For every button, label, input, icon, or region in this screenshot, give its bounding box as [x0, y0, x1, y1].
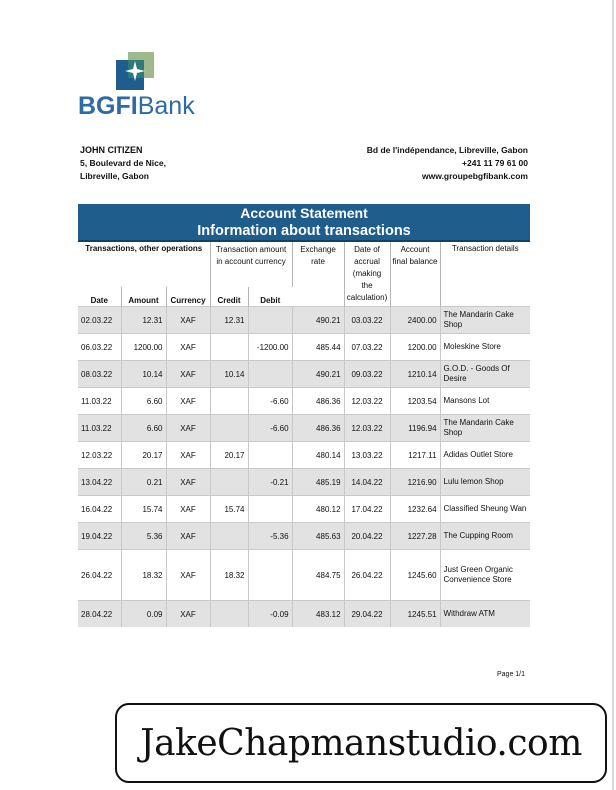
client-name: JOHN CITIZEN [80, 145, 143, 155]
table-cell-accrual: 26.04.22 [344, 550, 390, 601]
table-cell-balance: 1245.60 [390, 550, 440, 601]
table-cell-amount: 20.17 [121, 442, 166, 469]
table-cell-date: 19.04.22 [78, 523, 121, 550]
table-cell-amount: 18.32 [121, 550, 166, 601]
currency-header: Currency [166, 287, 210, 307]
table-cell-details: Mansons Lot [440, 388, 530, 415]
table-cell-credit [210, 523, 248, 550]
table-cell-rate: 480.14 [292, 442, 344, 469]
table-cell-balance: 1196.94 [390, 415, 440, 442]
table-cell-accrual: 12.03.22 [344, 415, 390, 442]
table-cell-rate: 490.21 [292, 307, 344, 334]
table-row [78, 523, 530, 550]
table-row [78, 388, 530, 415]
table-cell-debit [248, 442, 292, 469]
transactions-table [78, 242, 530, 627]
bank-phone: +241 11 79 61 00 [462, 158, 528, 168]
client-address-line1: 5, Boulevard de Nice, [80, 158, 166, 168]
table-cell-date: 16.04.22 [78, 496, 121, 523]
table-row [78, 307, 530, 334]
table-row [78, 442, 530, 469]
bank-address-line1: Bd de l'indépendance, Libreville, Gabon [366, 145, 528, 155]
table-cell-credit: 20.17 [210, 442, 248, 469]
table-cell-accrual: 14.04.22 [344, 469, 390, 496]
table-cell-balance: 1216.90 [390, 469, 440, 496]
table-cell-balance: 1227.28 [390, 523, 440, 550]
table-cell-accrual: 17.04.22 [344, 496, 390, 523]
transactions-body [78, 307, 530, 628]
table-cell-debit: -0.21 [248, 469, 292, 496]
accrual-date-header: Date of accrual (making the calculation) [344, 242, 390, 307]
table-row [78, 361, 530, 388]
table-cell-details: Classified Sheung Wan [440, 496, 530, 523]
table-cell-balance: 1245.51 [390, 601, 440, 628]
table-row [78, 415, 530, 442]
table-cell-rate: 480.12 [292, 496, 344, 523]
table-cell-date: 26.04.22 [78, 550, 121, 601]
table-cell-credit [210, 469, 248, 496]
table-cell-date: 02.03.22 [78, 307, 121, 334]
table-cell-currency: XAF [166, 523, 210, 550]
table-cell-currency: XAF [166, 442, 210, 469]
table-cell-amount: 0.09 [121, 601, 166, 628]
table-cell-debit [248, 550, 292, 601]
table-cell-credit: 15.74 [210, 496, 248, 523]
star-icon [116, 52, 154, 90]
table-cell-accrual: 03.03.22 [344, 307, 390, 334]
table-cell-date: 08.03.22 [78, 361, 121, 388]
table-cell-debit: -5.36 [248, 523, 292, 550]
bank-address [367, 144, 528, 183]
table-cell-details: Lulu lemon Shop [440, 469, 530, 496]
table-cell-amount: 6.60 [121, 388, 166, 415]
table-cell-amount: 1200.00 [121, 334, 166, 361]
table-cell-credit: 18.32 [210, 550, 248, 601]
table-cell-rate: 483.12 [292, 601, 344, 628]
table-cell-debit: -1200.00 [248, 334, 292, 361]
table-cell-balance: 1200.00 [390, 334, 440, 361]
table-cell-credit [210, 334, 248, 361]
table-cell-amount: 15.74 [121, 496, 166, 523]
table-cell-currency: XAF [166, 550, 210, 601]
table-cell-accrual: 29.04.22 [344, 601, 390, 628]
table-cell-currency: XAF [166, 601, 210, 628]
table-row [78, 550, 530, 601]
client-address-line2: Libreville, Gabon [80, 171, 149, 181]
table-cell-amount: 6.60 [121, 415, 166, 442]
table-cell-currency: XAF [166, 496, 210, 523]
table-cell-rate: 485.63 [292, 523, 344, 550]
table-cell-credit [210, 415, 248, 442]
account-statement [78, 204, 530, 627]
watermark [115, 703, 607, 783]
bank-website: www.groupebgfibank.com [422, 171, 528, 181]
table-cell-debit [248, 496, 292, 523]
transactions-group-header: Transactions, other operations [78, 242, 210, 287]
table-cell-rate: 486.36 [292, 388, 344, 415]
statement-banner [78, 204, 530, 242]
table-cell-balance: 1203.54 [390, 388, 440, 415]
table-cell-details: The Mandarin Cake Shop [440, 415, 530, 442]
table-cell-details: Moleskine Store [440, 334, 530, 361]
table-cell-date: 06.03.22 [78, 334, 121, 361]
table-cell-accrual: 20.04.22 [344, 523, 390, 550]
amount-header: Amount [121, 287, 166, 307]
table-cell-currency: XAF [166, 469, 210, 496]
debit-header: Debit [260, 296, 281, 305]
table-cell-currency: XAF [166, 415, 210, 442]
table-cell-balance: 1217.11 [390, 442, 440, 469]
table-cell-details: Withdraw ATM [440, 601, 530, 628]
table-cell-details: Adidas Outlet Store [440, 442, 530, 469]
table-cell-details: G.O.D. - Goods Of Desire [440, 361, 530, 388]
transaction-amount-header: Transaction amount in account currency [210, 242, 292, 287]
table-cell-accrual: 13.03.22 [344, 442, 390, 469]
table-cell-amount: 5.36 [121, 523, 166, 550]
bgfi-bank-logo [78, 52, 218, 122]
table-cell-balance: 1232.64 [390, 496, 440, 523]
logo-text: BGFIBank [78, 92, 195, 120]
date-header: Date [78, 287, 121, 307]
table-cell-rate: 485.44 [292, 334, 344, 361]
table-cell-details: Just Green Organic Convenience Store [440, 550, 530, 601]
table-cell-date: 11.03.22 [78, 388, 121, 415]
table-cell-amount: 10.14 [121, 361, 166, 388]
watermark-text: JakeChapmanstudio.com [140, 722, 582, 764]
statement-subtitle: Information about transactions [197, 223, 411, 239]
table-cell-date: 13.04.22 [78, 469, 121, 496]
table-cell-accrual: 12.03.22 [344, 388, 390, 415]
table-cell-amount: 0.21 [121, 469, 166, 496]
table-cell-balance: 1210.14 [390, 361, 440, 388]
table-cell-debit: -0.09 [248, 601, 292, 628]
table-cell-date: 11.03.22 [78, 415, 121, 442]
exchange-rate-header: Exchange rate [292, 242, 344, 307]
table-cell-rate: 484.75 [292, 550, 344, 601]
table-cell-credit [210, 388, 248, 415]
table-cell-credit [210, 601, 248, 628]
table-cell-credit: 12.31 [210, 307, 248, 334]
table-cell-accrual: 07.03.22 [344, 334, 390, 361]
final-balance-header: Account final balance [390, 242, 440, 307]
table-cell-rate: 486.36 [292, 415, 344, 442]
table-cell-details: The Cupping Room [440, 523, 530, 550]
client-address [80, 144, 166, 183]
page-number: Page 1/1 [497, 671, 526, 678]
table-cell-rate: 485.19 [292, 469, 344, 496]
table-cell-debit: -6.60 [248, 415, 292, 442]
table-cell-accrual: 09.03.22 [344, 361, 390, 388]
table-row [78, 601, 530, 628]
table-cell-currency: XAF [166, 388, 210, 415]
table-cell-credit: 10.14 [210, 361, 248, 388]
table-cell-details: The Mandarin Cake Shop [440, 307, 530, 334]
statement-title: Account Statement [240, 205, 368, 221]
table-cell-date: 12.03.22 [78, 442, 121, 469]
table-cell-amount: 12.31 [121, 307, 166, 334]
table-cell-date: 28.04.22 [78, 601, 121, 628]
table-cell-debit [248, 307, 292, 334]
details-header: Transaction details [451, 244, 519, 253]
table-cell-balance: 2400.00 [390, 307, 440, 334]
credit-header: Credit [210, 287, 248, 307]
table-row [78, 469, 530, 496]
table-cell-currency: XAF [166, 361, 210, 388]
table-row [78, 334, 530, 361]
table-cell-currency: XAF [166, 307, 210, 334]
table-row [78, 496, 530, 523]
table-cell-debit: -6.60 [248, 388, 292, 415]
table-cell-currency: XAF [166, 334, 210, 361]
table-cell-debit [248, 361, 292, 388]
table-cell-rate: 490.21 [292, 361, 344, 388]
